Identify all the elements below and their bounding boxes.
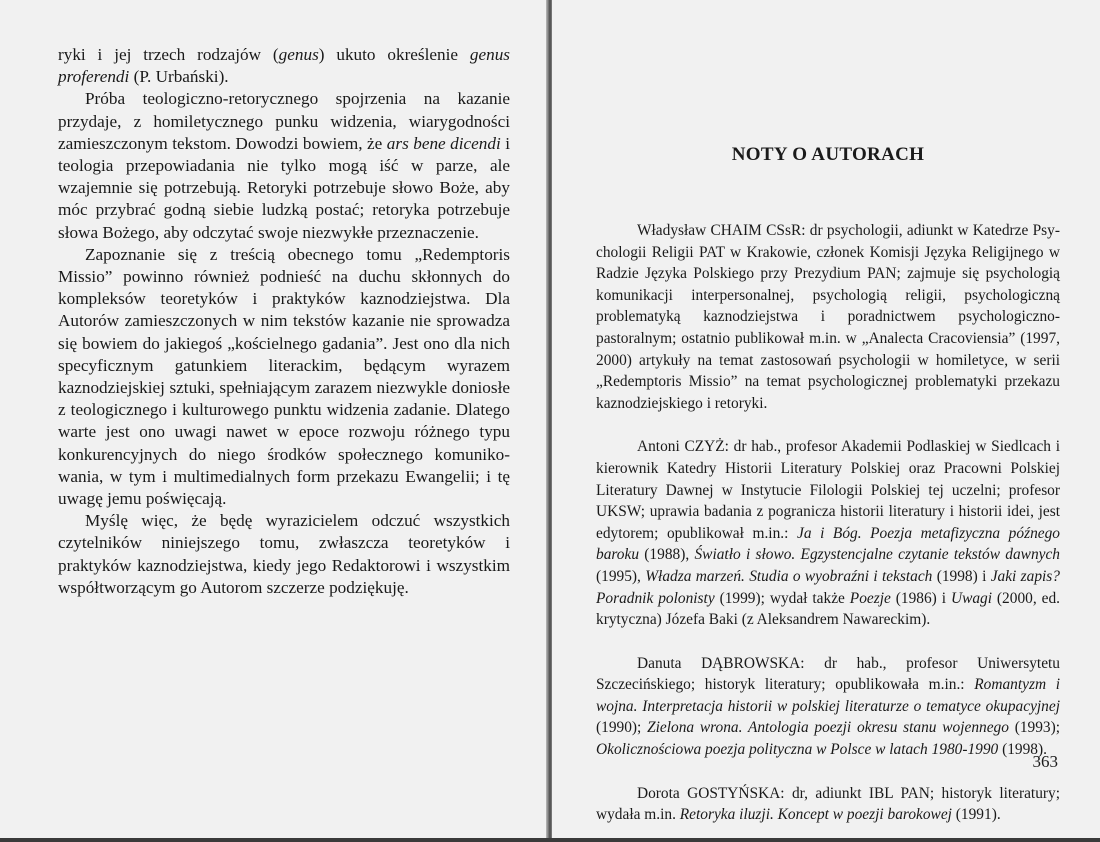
text-run: (1990); [596,719,648,737]
paragraph [58,44,510,88]
text-run: (1986) i [890,589,951,607]
text-run: Władysław CHAIM CSsR: dr psychologii, adiunkt w Katedrze Psychologii Religii PAT w Krakowie, członek Komisji Języka Religijnego w Radzie Języka Polskiego przy Prezydium PAN; zajmuje się psychologią komunikacji interpersonalnej, psychologią religii, psychologiczną problematyką kaznodziejstwa i poradnictwem psychologiczno-pastoralnym; ostatnio publikował m.in. w „Analecta Cracoviensia” (1997, 2000) artykuły na temat zastosowań psychologii w homiletyce, w serii „Redemptoris Missio” na temat psychologicznej problematyki przekazu kaznodziejskiego i retoryki. [596,222,1060,412]
italic-text: ars bene dicendi [386,133,501,153]
text-run: ryki i jej trzech rodzajów ( [58,45,279,64]
italic-text: Poezje [849,589,891,607]
italic-text: Okolicznościowa poezja polityczna w Polsce w latach 1980-1990 [596,741,999,759]
left-page [0,0,548,842]
text-run: Zapoznanie się z treścią obecnego tomu „Redemptoris Missio” powinno również podnieść na duchu skłonnych do kompleksów teoretyków i praktyków kaznodziejstwa. Dla Autorów zamieszczonych w nim tekstów kazanie nie sprowadza się bowiem do jakiegoś „kościelnego gadania”. Jest ono dla nich specyficznym gatunkiem literackim, będącym wyrazem kaznodziejskiej sztuki, spełniającym zarazem niezwykle doniosłe z teologicznego i kulturowego punktu widzenia zadanie. Dlatego warte jest ono uwagi nawet w epoce rozwoju różnego typu konkurencyjnych do niego środków społecznego komunikowania, w tym i multimedialnych form przekazu Ewangelii; i tę uwagę jemu poświęcają. [58,244,510,509]
italic-text: Ja i Bóg. Poezja metafizyczna późnego baroku [596,524,1060,564]
italic-text: genus [278,45,319,64]
italic-text: Zielona wrona. Antologia poezji okresu stanu wojennego [647,719,1009,737]
text-run: Dorota GOSTYŃSKA: dr, adiunkt IBL PAN; historyk literatury; wydała m.in. [596,784,1060,824]
text-run: (1988), [639,546,695,564]
italic-text: Światło i słowo. Egzystencjalne czytanie tekstów dawnych [694,546,1060,564]
text-run: Antoni CZYŻ: dr hab., profesor Akademii Podlaskiej w Siedlcach i kierownik Katedry Historii Literatury Polskiej oraz Pracowni Polskiej Literatury Dawnej w Instytucie Filologii Polskiej tej uczelni; profesor UKSW; uprawia badania z pogranicza historii literatury i historii idei, jest edytorem; opublikował m.in.: [596,438,1060,542]
text-run: i teologia przepowiadania nie tylko mogą iść w parze, ale wzajemnie się potrzebują. Retoryki potrzebuje słowo Boże, aby móc przybrać godną siebie ludzką postać; retoryka potrzebuje słowa Bożego, aby odczytać swoje niezwykłe przeznaczenie. [58,133,510,242]
text-run: Próba teologiczno-retorycznego spojrzenia na kazanie przydaje, z homiletycznego punku widzenia, wiarygodności zamieszczonym tekstom. Dowodzi bowiem, że [58,89,510,153]
text-run: (1999); wydał także [714,589,850,607]
author-note [596,783,1060,826]
text-run: (2000, ed. krytyczna) Józefa Baki (z Aleksandrem Nawareckim). [596,589,1061,629]
text-run: (1998) i [932,567,991,585]
author-note [596,220,1060,414]
text-run: (1995), [596,567,646,585]
section-title: NOTY O AUTORACH [731,144,925,165]
text-run: Danuta DĄBROWSKA: dr hab., profesor Uniwersytetu Szczecińskiego; historyk literatury; opublikowała m.in.: [596,654,1060,694]
italic-text: Romantyzm i wojna. Interpretacja historii w polskiej literaturze o tematyce okupacyjnej [596,676,1060,715]
page-bottom-edge [0,838,1100,842]
italic-text: Uwagi [950,589,992,607]
text-run: (1991). [951,806,1001,824]
author-note [596,653,1060,761]
italic-text: Władza marzeń. Studia o wyobraźni i tekstach [645,567,933,585]
left-page-body [58,44,510,599]
italic-text: Retoryka iluzji. Koncept w poezji barokowej [679,806,952,824]
page-number: 363 [1032,752,1058,771]
right-page [552,0,1100,842]
italic-text: genus proferendi [58,45,510,87]
author-note [596,436,1060,630]
italic-text: Jaki zapis? Poradnik polonisty [596,567,1060,607]
paragraph [58,244,510,510]
text-run: ) ukuto określenie [318,45,470,64]
author-notes [596,220,1060,826]
text-run: (1993); [1008,719,1061,737]
text-run: (1998). [998,741,1047,759]
paragraph [58,510,510,599]
text-run: Myślę więc, że będę wyrazicielem odczuć wszystkich czytelników niniejszego tomu, zwłaszcza teoretyków i praktyków kaznodziejstwa, kiedy jego Redaktorowi i wszystkim współtworzącym go Autorom szczerze podziękuję. [58,511,510,597]
paragraph [58,88,510,243]
text-run: (P. Urbański). [129,67,229,87]
